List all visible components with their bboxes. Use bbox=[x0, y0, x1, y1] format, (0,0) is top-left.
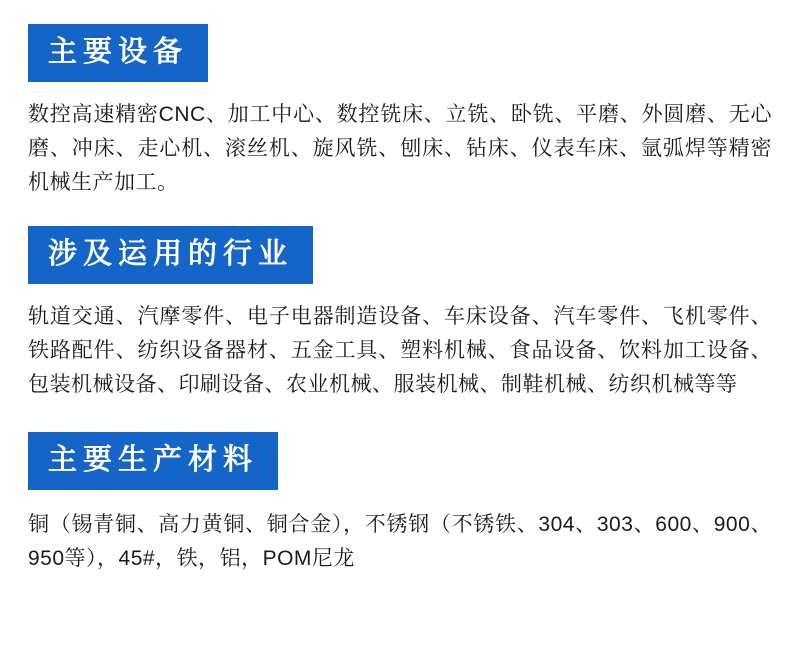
section-materials-heading: 主要生产材料 bbox=[28, 432, 278, 490]
section-materials-body: 铜（锡青铜、高力黄铜、铜合金），不锈钢（不锈铁、304、303、600、900、950等），45#，铁，铝，POM尼龙 bbox=[28, 513, 772, 571]
section-equipment-heading: 主要设备 bbox=[28, 24, 208, 82]
section-materials bbox=[28, 402, 772, 576]
section-industries-heading: 涉及运用的行业 bbox=[28, 226, 313, 284]
section-industries bbox=[28, 200, 772, 402]
section-equipment bbox=[28, 0, 772, 200]
section-industries-body: 轨道交通、汽摩零件、电子电器制造设备、车床设备、汽车零件、飞机零件、铁路配件、纺织设备器材、五金工具、塑料机械、食品设备、饮料加工设备、包装机械设备、印刷设备、农业机械、服装机械、制鞋机械、纺织机械等等 bbox=[28, 305, 772, 397]
section-equipment-body: 数控高速精密CNC、加工中心、数控铣床、立铣、卧铣、平磨、外圆磨、无心磨、冲床、走心机、滚丝机、旋风铣、刨床、钻床、仪表车床、氩弧焊等精密机械生产加工。 bbox=[28, 103, 772, 195]
